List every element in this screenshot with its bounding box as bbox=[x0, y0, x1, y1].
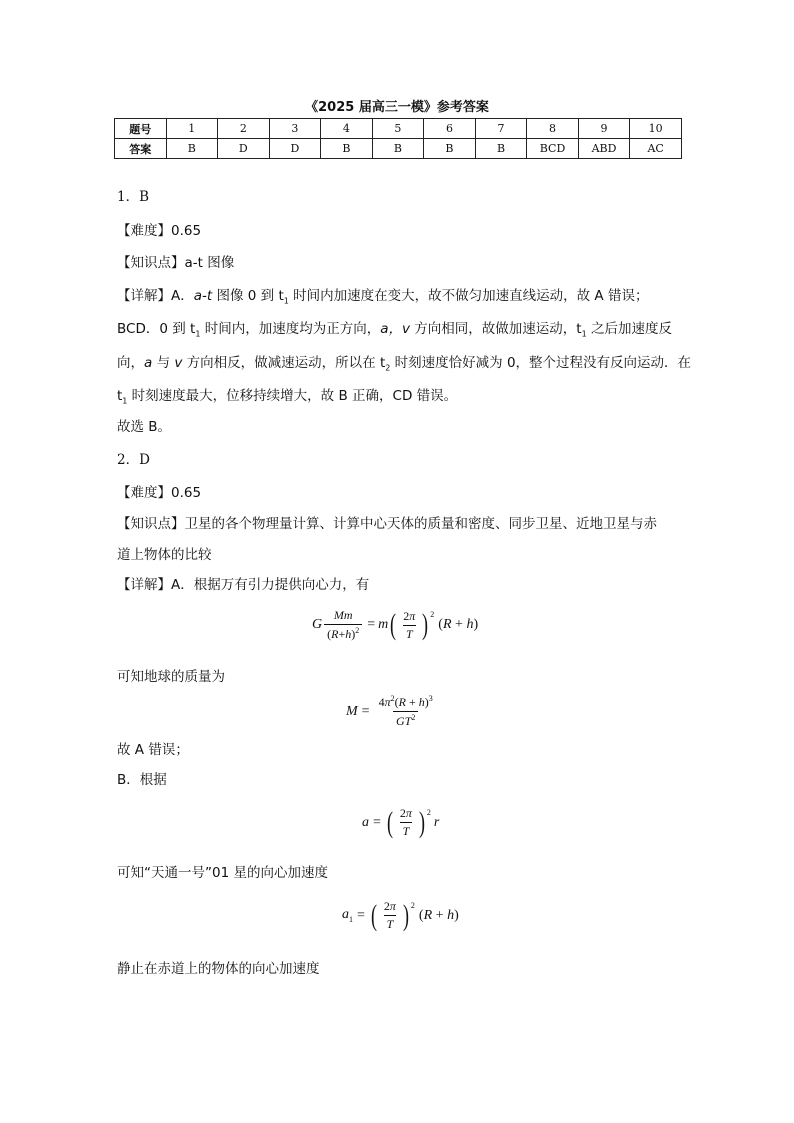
formula-centripetal: a = ( $\frac{2\pi}{T}$ ) $^2$ r bbox=[362, 805, 440, 839]
detail-line: 【详解】A．根据万有引力提供向心力，有 bbox=[117, 577, 370, 593]
detail-text: a bbox=[144, 355, 153, 371]
question-number: 1．B bbox=[117, 189, 150, 205]
detail-line bbox=[117, 354, 691, 378]
table-cell: 7 bbox=[475, 119, 527, 139]
table-cell: 3 bbox=[269, 119, 321, 139]
table-row bbox=[115, 119, 682, 139]
knowledge-point: 【知识点】卫星的各个物理量计算、计算中心天体的质量和密度、同步卫星、近地卫星与赤 bbox=[117, 516, 657, 532]
table-cell: B bbox=[475, 139, 527, 159]
table-header-cell: 题号 bbox=[115, 119, 167, 139]
body-text: 静止在赤道上的物体的向心加速度 bbox=[117, 961, 320, 977]
detail-text: 时刻速度最大，位移持续增大，故 B 正确，CD 错误。 bbox=[127, 388, 458, 404]
table-cell: 10 bbox=[630, 119, 682, 139]
table-cell: 9 bbox=[578, 119, 630, 139]
body-text: 可知地球的质量为 bbox=[117, 669, 225, 685]
detail-line bbox=[117, 287, 648, 311]
table-cell: AC bbox=[630, 139, 682, 159]
table-cell: 1 bbox=[166, 119, 218, 139]
table-cell: 5 bbox=[372, 119, 424, 139]
detail-text: BCD．0 到 t bbox=[117, 321, 196, 337]
page-title: 《2025 届高三一模》参考答案 bbox=[305, 100, 489, 115]
table-cell: 2 bbox=[218, 119, 270, 139]
conclusion: 故选 B。 bbox=[117, 419, 172, 435]
formula-earth-mass: M = $\frac{4\pi^2(R + h)^3}{GT^2}$ bbox=[346, 694, 433, 728]
table-cell: B bbox=[166, 139, 218, 159]
formula-gravitation: G $\frac{Mm}{(R+h)^2}$ = m ( $\frac{2\pi}{T}$ ) $^2$ (R + h) bbox=[312, 608, 479, 641]
formula-satellite-accel: $a_1$ = ( $\frac{2\pi}{T}$ ) $^2$ (R + h) bbox=[342, 898, 459, 932]
table-cell: 4 bbox=[321, 119, 373, 139]
table-row bbox=[115, 139, 682, 159]
detail-text: 图像 0 到 t bbox=[212, 288, 284, 304]
table-header-cell: 答案 bbox=[115, 139, 167, 159]
body-text: 故 A 错误； bbox=[117, 742, 189, 758]
difficulty: 【难度】0.65 bbox=[117, 485, 202, 501]
detail-text: 向， bbox=[117, 355, 144, 371]
table-cell: B bbox=[424, 139, 476, 159]
detail-line bbox=[117, 387, 457, 411]
table-cell: B bbox=[321, 139, 373, 159]
table-cell: 8 bbox=[527, 119, 579, 139]
subscript: 1 bbox=[283, 296, 289, 306]
detail-text: 方向相同，故做加速运动，t bbox=[409, 321, 582, 337]
detail-text: 与 bbox=[152, 355, 175, 371]
body-text: 可知“天通一号”01 星的向心加速度 bbox=[117, 865, 328, 881]
detail-line bbox=[117, 320, 672, 344]
detail-text: 方向相反，做减速运动，所以在 t bbox=[182, 355, 386, 371]
subscript: 2 bbox=[385, 363, 391, 373]
detail-text: v bbox=[174, 355, 183, 371]
detail-text: t bbox=[117, 388, 123, 404]
body-text: B．根据 bbox=[117, 772, 167, 788]
subscript: 1 bbox=[122, 396, 128, 406]
table-cell: BCD bbox=[527, 139, 579, 159]
difficulty: 【难度】0.65 bbox=[117, 223, 202, 239]
detail-text: a，v bbox=[380, 321, 410, 337]
knowledge-point-continued: 道上物体的比较 bbox=[117, 547, 212, 563]
table-cell: B bbox=[372, 139, 424, 159]
question-number: 2．D bbox=[117, 452, 150, 468]
detail-text: 【详解】A． bbox=[117, 288, 194, 304]
knowledge-point: 【知识点】a-t 图像 bbox=[117, 255, 235, 271]
subscript: 1 bbox=[581, 329, 587, 339]
answer-table bbox=[114, 118, 682, 159]
detail-text: 之后加速度反 bbox=[586, 321, 672, 337]
subscript: 1 bbox=[195, 329, 201, 339]
detail-text: 时间内加速度在变大，故不做匀加速直线运动，故 A 错误； bbox=[288, 288, 649, 304]
table-cell: D bbox=[269, 139, 321, 159]
table-cell: 6 bbox=[424, 119, 476, 139]
detail-text: a-t bbox=[193, 288, 213, 304]
table-cell: ABD bbox=[578, 139, 630, 159]
table-cell: D bbox=[218, 139, 270, 159]
detail-text: 时刻速度恰好减为 0，整个过程没有反向运动．在 bbox=[390, 355, 692, 371]
detail-text: 时间内，加速度均为正方向， bbox=[200, 321, 381, 337]
